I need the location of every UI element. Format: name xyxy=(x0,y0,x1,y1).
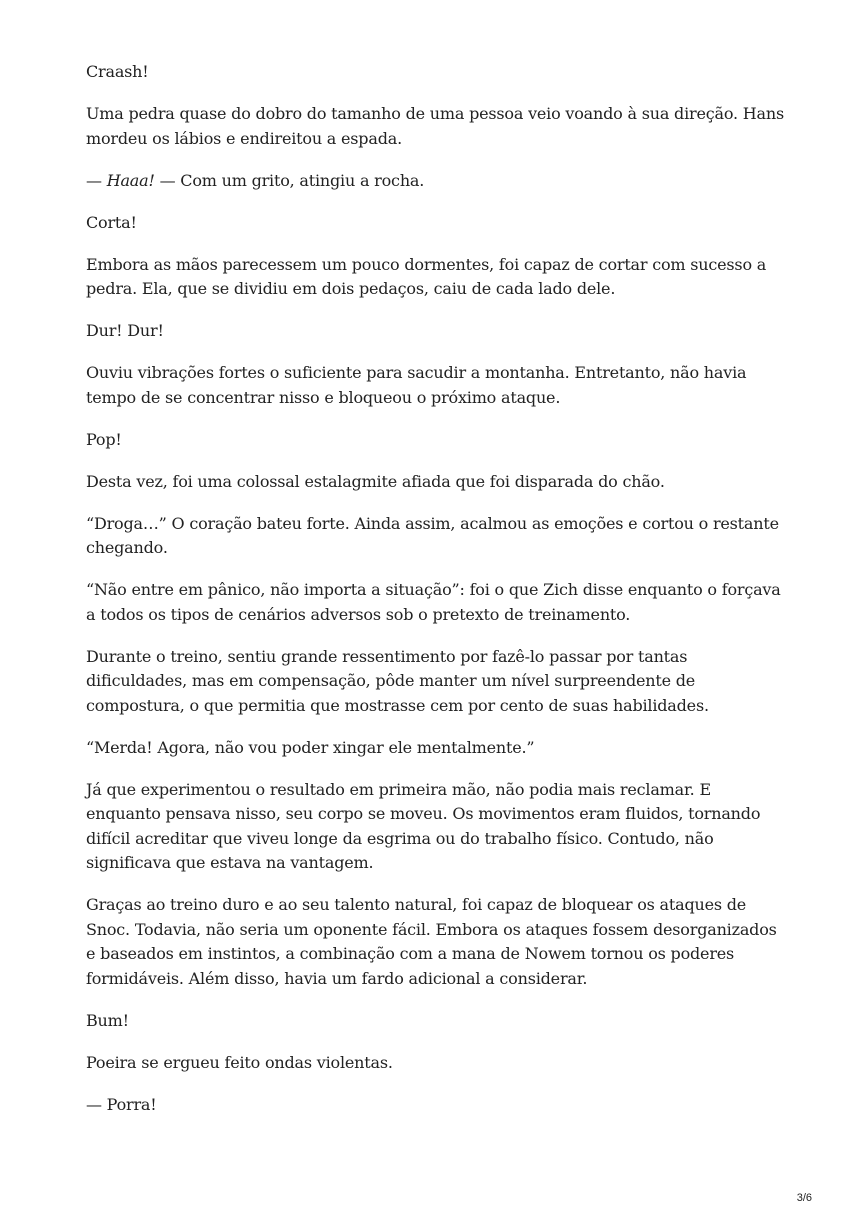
paragraph-snoc: Graças ao treino duro e ao seu talento natural, foi capaz de bloquear os ataques de Snoc. Todavia, não seria um oponente fácil. Embora os ataques fossem desorganizados e baseados em instintos, a combinação com a mana de Nowem tornou os poderes formidáveis. Além disso, havia um fardo adicional a considerar. xyxy=(86,895,777,988)
paragraph-training: Durante o treino, sentiu grande ressentimento por fazê-lo passar por tantas dificuldades, mas em compensação, pôde manter um nível surpreendente de compostura, o que permitia que mostrasse cem por cento de suas habilidades. xyxy=(86,646,709,715)
paragraph-first-hand: Já que experimentou o resultado em primeira mão, não podia mais reclamar. E enquanto pensava nisso, seu corpo se moveu. Os movimentos eram fluidos, tornando difícil acreditar que viveu longe da esgrima ou do trabalho físico. Contudo, não significava que estava na vantagem. xyxy=(86,779,761,872)
dash-prefix: — xyxy=(86,170,107,190)
paragraph-pop: Pop! xyxy=(86,429,122,449)
paragraph-shout xyxy=(86,169,786,194)
paragraph-porra: — Porra! xyxy=(86,1094,157,1114)
paragraph-cut-stone: Embora as mãos parecessem um pouco dormentes, foi capaz de cortar com sucesso a pedra. Ela, que se dividiu em dois pedaços, caiu de cada lado dele. xyxy=(86,254,767,298)
paragraph-droga: “Droga…” O coração bateu forte. Ainda assim, acalmou as emoções e cortou o restante chegando. xyxy=(86,513,779,557)
paragraph-stalagmite: Desta vez, foi uma colossal estalagmite afiada que foi disparada do chão. xyxy=(86,471,665,491)
paragraph-dont-panic: “Não entre em pânico, não importa a situação”: foi o que Zich disse enquanto o forçava a todos os tipos de cenários adversos sob o pretexto de treinamento. xyxy=(86,580,781,624)
paragraph-vibrations: Ouviu vibrações fortes o suficiente para sacudir a montanha. Entretanto, não havia tempo de se concentrar nisso e bloqueou o próximo ataque. xyxy=(86,363,747,407)
paragraph-corta: Corta! xyxy=(86,212,137,232)
paragraph-dust: Poeira se ergueu feito ondas violentas. xyxy=(86,1052,393,1072)
page-number: 3/6 xyxy=(796,1192,812,1204)
paragraph-merda: “Merda! Agora, não vou poder xingar ele mentalmente.” xyxy=(86,737,535,757)
paragraph-dur: Dur! Dur! xyxy=(86,321,164,340)
shout-rest: — Com um grito, atingiu a rocha. xyxy=(154,170,425,190)
paragraph-craash: Craash! xyxy=(86,62,149,81)
paragraph-stone-flying: Uma pedra quase do dobro do tamanho de uma pessoa veio voando à sua direção. Hans mordeu os lábios e endireitou a espada. xyxy=(86,104,784,148)
document-body xyxy=(86,60,786,1135)
paragraph-bum: Bum! xyxy=(86,1010,129,1030)
italic-shout: Haaa! xyxy=(106,170,155,190)
